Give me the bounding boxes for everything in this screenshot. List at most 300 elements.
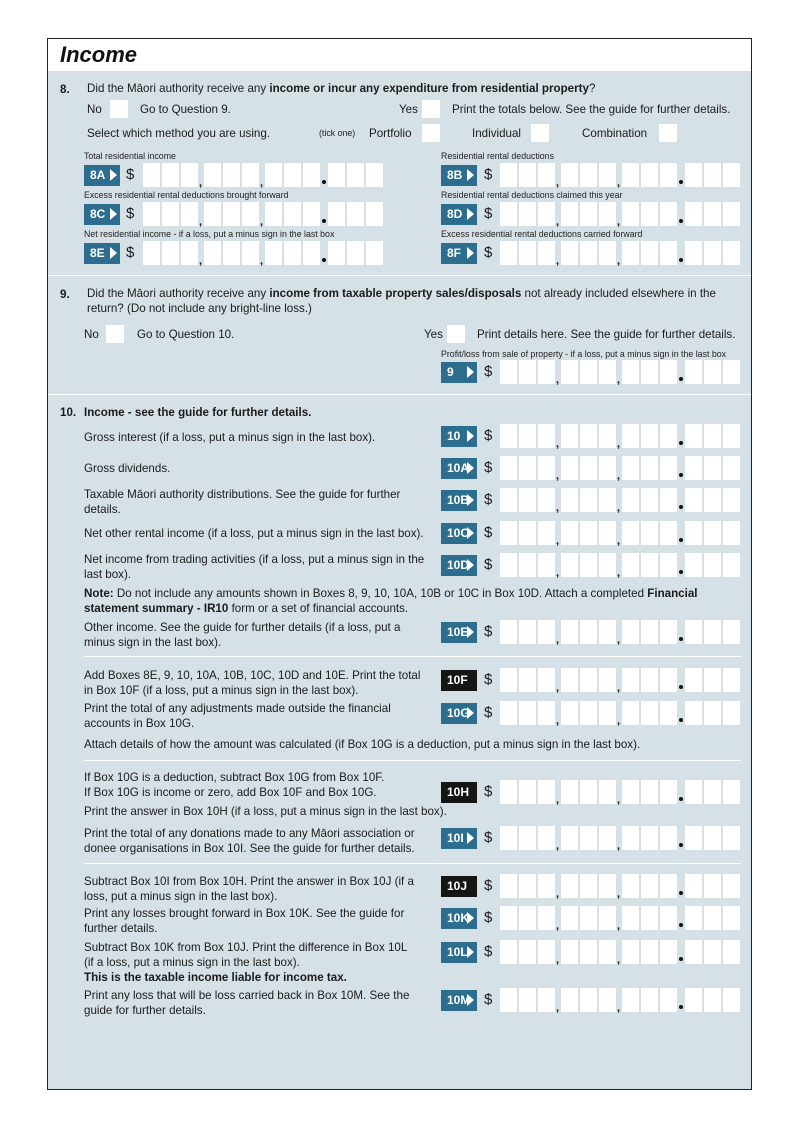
digit-box[interactable] — [284, 241, 301, 265]
digit-box[interactable] — [599, 874, 616, 898]
digit-box[interactable] — [519, 668, 536, 692]
digit-box[interactable] — [660, 906, 677, 930]
digit-box[interactable] — [704, 701, 721, 725]
digit-box[interactable] — [685, 826, 702, 850]
digit-box[interactable] — [723, 701, 740, 725]
digit-box[interactable] — [500, 521, 517, 545]
digit-box[interactable] — [685, 424, 702, 448]
digit-box[interactable] — [723, 241, 740, 265]
digit-box[interactable] — [641, 940, 658, 964]
digit-box[interactable] — [685, 488, 702, 512]
digit-box[interactable] — [265, 163, 282, 187]
q9-no-checkbox[interactable] — [106, 325, 124, 343]
box-code-8c: 8C — [84, 204, 120, 225]
digit-box[interactable] — [204, 241, 221, 265]
thousands-separator: , — [617, 255, 621, 267]
digit-box[interactable] — [723, 360, 740, 384]
digit-box[interactable] — [143, 202, 160, 226]
digit-box[interactable] — [538, 424, 555, 448]
digit-box[interactable] — [622, 826, 639, 850]
digit-box[interactable] — [704, 488, 721, 512]
digit-box[interactable] — [660, 780, 677, 804]
digit-box[interactable] — [519, 553, 536, 577]
digit-box[interactable] — [641, 988, 658, 1012]
amount-input-10k[interactable] — [500, 906, 742, 930]
digit-box[interactable] — [500, 456, 517, 480]
digit-box[interactable] — [622, 424, 639, 448]
digit-box[interactable] — [685, 620, 702, 644]
digit-box[interactable] — [500, 826, 517, 850]
digit-box[interactable] — [366, 163, 383, 187]
digit-box[interactable] — [685, 701, 702, 725]
digit-box[interactable] — [519, 424, 536, 448]
digit-box[interactable] — [519, 940, 536, 964]
digit-box[interactable] — [641, 163, 658, 187]
digit-box[interactable] — [500, 553, 517, 577]
digit-box[interactable] — [622, 553, 639, 577]
digit-box[interactable] — [580, 940, 597, 964]
digit-box[interactable] — [723, 456, 740, 480]
digit-box[interactable] — [660, 701, 677, 725]
digit-box[interactable] — [622, 241, 639, 265]
digit-box[interactable] — [519, 488, 536, 512]
box-code-10i: 10I — [441, 828, 477, 849]
thousands-separator: , — [556, 888, 560, 900]
digit-box[interactable] — [538, 553, 555, 577]
digit-box[interactable] — [519, 620, 536, 644]
digit-box[interactable] — [242, 241, 259, 265]
amount-input-9[interactable] — [500, 360, 742, 384]
digit-box[interactable] — [704, 826, 721, 850]
digit-box[interactable] — [328, 202, 345, 226]
digit-box[interactable] — [685, 906, 702, 930]
digit-box[interactable] — [599, 701, 616, 725]
amount-input-10f[interactable] — [500, 668, 742, 692]
digit-box[interactable] — [538, 988, 555, 1012]
digit-box[interactable] — [622, 874, 639, 898]
digit-box[interactable] — [660, 202, 677, 226]
digit-box[interactable] — [580, 780, 597, 804]
digit-box[interactable] — [622, 360, 639, 384]
digit-box[interactable] — [580, 620, 597, 644]
thousands-separator: , — [556, 715, 560, 727]
digit-box[interactable] — [704, 620, 721, 644]
digit-box[interactable] — [538, 360, 555, 384]
digit-box[interactable] — [519, 906, 536, 930]
amount-input-10g[interactable] — [500, 701, 742, 725]
method-individual-checkbox[interactable] — [531, 124, 549, 142]
digit-box[interactable] — [641, 488, 658, 512]
digit-box[interactable] — [561, 488, 578, 512]
q9-no-instruction: Go to Question 10. — [137, 328, 235, 341]
dollar-sign: $ — [484, 524, 493, 541]
digit-box[interactable] — [538, 202, 555, 226]
thousands-separator: , — [260, 255, 264, 267]
digit-box[interactable] — [723, 874, 740, 898]
digit-box[interactable] — [538, 620, 555, 644]
amount-input-10a[interactable] — [500, 456, 742, 480]
digit-box[interactable] — [599, 940, 616, 964]
digit-box[interactable] — [519, 241, 536, 265]
digit-box[interactable] — [242, 163, 259, 187]
digit-box[interactable] — [538, 521, 555, 545]
digit-box[interactable] — [685, 241, 702, 265]
dollar-sign: $ — [126, 244, 135, 261]
digit-box[interactable] — [685, 988, 702, 1012]
digit-box[interactable] — [641, 874, 658, 898]
digit-box[interactable] — [366, 202, 383, 226]
thousands-separator: , — [556, 502, 560, 514]
digit-box[interactable] — [660, 620, 677, 644]
digit-box[interactable] — [704, 202, 721, 226]
digit-box[interactable] — [500, 988, 517, 1012]
digit-box[interactable] — [723, 424, 740, 448]
digit-box[interactable] — [500, 668, 517, 692]
digit-box[interactable] — [685, 360, 702, 384]
digit-box[interactable] — [500, 241, 517, 265]
digit-box[interactable] — [723, 163, 740, 187]
digit-box[interactable] — [561, 874, 578, 898]
digit-box[interactable] — [660, 940, 677, 964]
digit-box[interactable] — [641, 906, 658, 930]
digit-box[interactable] — [519, 360, 536, 384]
amount-input-10h[interactable] — [500, 780, 742, 804]
digit-box[interactable] — [704, 241, 721, 265]
digit-box[interactable] — [519, 874, 536, 898]
digit-box[interactable] — [622, 940, 639, 964]
digit-box[interactable] — [328, 241, 345, 265]
digit-box[interactable] — [622, 456, 639, 480]
digit-box[interactable] — [561, 360, 578, 384]
digit-box[interactable] — [599, 424, 616, 448]
digit-box[interactable] — [561, 553, 578, 577]
digit-box[interactable] — [162, 241, 179, 265]
digit-box[interactable] — [538, 668, 555, 692]
thousands-separator: , — [556, 535, 560, 547]
digit-box[interactable] — [641, 826, 658, 850]
q8-no-checkbox[interactable] — [110, 100, 128, 118]
digit-box[interactable] — [641, 701, 658, 725]
digit-box[interactable] — [500, 906, 517, 930]
digit-box[interactable] — [622, 163, 639, 187]
digit-box[interactable] — [723, 553, 740, 577]
digit-box[interactable] — [347, 163, 364, 187]
digit-box[interactable] — [519, 521, 536, 545]
digit-box[interactable] — [723, 202, 740, 226]
digit-box[interactable] — [599, 906, 616, 930]
digit-box[interactable] — [685, 456, 702, 480]
digit-box[interactable] — [622, 988, 639, 1012]
amount-input-10c[interactable] — [500, 521, 742, 545]
amount-input-8c[interactable] — [143, 202, 385, 226]
digit-box[interactable] — [303, 241, 320, 265]
digit-box[interactable] — [704, 360, 721, 384]
digit-box[interactable] — [284, 163, 301, 187]
digit-box[interactable] — [242, 202, 259, 226]
digit-box[interactable] — [685, 780, 702, 804]
digit-box[interactable] — [561, 780, 578, 804]
digit-box[interactable] — [561, 620, 578, 644]
digit-box[interactable] — [641, 668, 658, 692]
amount-input-10m[interactable] — [500, 988, 742, 1012]
digit-box[interactable] — [723, 940, 740, 964]
method-combination-checkbox[interactable] — [659, 124, 677, 142]
digit-box[interactable] — [519, 988, 536, 1012]
digit-box[interactable] — [538, 780, 555, 804]
digit-box[interactable] — [538, 456, 555, 480]
digit-box[interactable] — [599, 668, 616, 692]
amount-input-8f[interactable] — [500, 241, 742, 265]
q9-yes-label: Yes — [424, 328, 443, 341]
decimal-point — [679, 570, 683, 574]
digit-box[interactable] — [538, 906, 555, 930]
digit-box[interactable] — [580, 874, 597, 898]
digit-box[interactable] — [685, 521, 702, 545]
digit-box[interactable] — [641, 456, 658, 480]
digit-box[interactable] — [599, 826, 616, 850]
digit-box[interactable] — [143, 241, 160, 265]
box-code-8f: 8F — [441, 243, 477, 264]
digit-box[interactable] — [660, 163, 677, 187]
digit-box[interactable] — [265, 241, 282, 265]
amount-input-10j[interactable] — [500, 874, 742, 898]
digit-box[interactable] — [723, 521, 740, 545]
digit-box[interactable] — [685, 940, 702, 964]
digit-box[interactable] — [538, 874, 555, 898]
amount-input-10d[interactable] — [500, 553, 742, 577]
digit-box[interactable] — [223, 202, 240, 226]
digit-box[interactable] — [685, 668, 702, 692]
digit-box[interactable] — [519, 826, 536, 850]
digit-box[interactable] — [622, 780, 639, 804]
thousands-separator: , — [556, 374, 560, 386]
digit-box[interactable] — [622, 906, 639, 930]
digit-box[interactable] — [660, 241, 677, 265]
amount-input-10[interactable] — [500, 424, 742, 448]
digit-box[interactable] — [641, 360, 658, 384]
digit-box[interactable] — [723, 488, 740, 512]
digit-box[interactable] — [704, 456, 721, 480]
digit-box[interactable] — [500, 780, 517, 804]
digit-box[interactable] — [181, 241, 198, 265]
method-portfolio-checkbox[interactable] — [422, 124, 440, 142]
digit-box[interactable] — [641, 241, 658, 265]
digit-box[interactable] — [223, 163, 240, 187]
digit-box[interactable] — [704, 668, 721, 692]
digit-box[interactable] — [622, 620, 639, 644]
digit-box[interactable] — [303, 163, 320, 187]
digit-box[interactable] — [500, 424, 517, 448]
digit-box[interactable] — [328, 163, 345, 187]
digit-box[interactable] — [599, 553, 616, 577]
digit-box[interactable] — [519, 163, 536, 187]
digit-box[interactable] — [723, 826, 740, 850]
digit-box[interactable] — [204, 163, 221, 187]
digit-box[interactable] — [622, 521, 639, 545]
digit-box[interactable] — [538, 488, 555, 512]
digit-box[interactable] — [641, 620, 658, 644]
amount-input-8e[interactable] — [143, 241, 385, 265]
digit-box[interactable] — [580, 360, 597, 384]
digit-box[interactable] — [599, 456, 616, 480]
digit-box[interactable] — [660, 360, 677, 384]
digit-box[interactable] — [580, 553, 597, 577]
digit-box[interactable] — [500, 874, 517, 898]
digit-box[interactable] — [561, 668, 578, 692]
digit-box[interactable] — [660, 424, 677, 448]
q9-yes-checkbox[interactable] — [447, 325, 465, 343]
digit-box[interactable] — [580, 163, 597, 187]
q8-yes-checkbox[interactable] — [422, 100, 440, 118]
digit-box[interactable] — [704, 906, 721, 930]
digit-box[interactable] — [580, 424, 597, 448]
digit-box[interactable] — [580, 668, 597, 692]
amount-input-10l[interactable] — [500, 940, 742, 964]
digit-box[interactable] — [704, 553, 721, 577]
digit-box[interactable] — [685, 553, 702, 577]
digit-box[interactable] — [538, 826, 555, 850]
digit-box[interactable] — [660, 874, 677, 898]
digit-box[interactable] — [580, 241, 597, 265]
digit-box[interactable] — [660, 488, 677, 512]
amount-input-8d[interactable] — [500, 202, 742, 226]
digit-box[interactable] — [599, 620, 616, 644]
digit-box[interactable] — [580, 988, 597, 1012]
digit-box[interactable] — [704, 940, 721, 964]
digit-box[interactable] — [580, 521, 597, 545]
digit-box[interactable] — [500, 701, 517, 725]
digit-box[interactable] — [580, 488, 597, 512]
amount-input-8a[interactable] — [143, 163, 385, 187]
amount-input-10b[interactable] — [500, 488, 742, 512]
digit-box[interactable] — [723, 780, 740, 804]
dollar-sign: $ — [126, 166, 135, 183]
digit-box[interactable] — [580, 456, 597, 480]
digit-box[interactable] — [519, 780, 536, 804]
digit-box[interactable] — [561, 940, 578, 964]
digit-box[interactable] — [660, 668, 677, 692]
digit-box[interactable] — [500, 360, 517, 384]
digit-box[interactable] — [519, 456, 536, 480]
digit-box[interactable] — [660, 988, 677, 1012]
digit-box[interactable] — [704, 780, 721, 804]
digit-box[interactable] — [580, 202, 597, 226]
digit-box[interactable] — [561, 826, 578, 850]
digit-box[interactable] — [704, 424, 721, 448]
digit-box[interactable] — [500, 163, 517, 187]
digit-box[interactable] — [599, 163, 616, 187]
digit-box[interactable] — [723, 620, 740, 644]
digit-box[interactable] — [599, 780, 616, 804]
digit-box[interactable] — [641, 424, 658, 448]
digit-box[interactable] — [685, 202, 702, 226]
digit-box[interactable] — [641, 202, 658, 226]
digit-box[interactable] — [641, 780, 658, 804]
digit-box[interactable] — [366, 241, 383, 265]
digit-box[interactable] — [723, 668, 740, 692]
digit-box[interactable] — [561, 241, 578, 265]
digit-box[interactable] — [265, 202, 282, 226]
digit-box[interactable] — [622, 668, 639, 692]
digit-box[interactable] — [704, 874, 721, 898]
digit-box[interactable] — [599, 488, 616, 512]
digit-box[interactable] — [500, 620, 517, 644]
digit-box[interactable] — [704, 988, 721, 1012]
digit-box[interactable] — [622, 488, 639, 512]
digit-box[interactable] — [500, 488, 517, 512]
digit-box[interactable] — [599, 360, 616, 384]
digit-box[interactable] — [500, 202, 517, 226]
digit-box[interactable] — [723, 906, 740, 930]
digit-box[interactable] — [660, 456, 677, 480]
digit-box[interactable] — [538, 241, 555, 265]
digit-box[interactable] — [580, 826, 597, 850]
digit-box[interactable] — [143, 163, 160, 187]
digit-box[interactable] — [181, 163, 198, 187]
digit-box[interactable] — [561, 424, 578, 448]
digit-box[interactable] — [181, 202, 198, 226]
digit-box[interactable] — [347, 202, 364, 226]
digit-box[interactable] — [660, 826, 677, 850]
digit-box[interactable] — [303, 202, 320, 226]
digit-box[interactable] — [347, 241, 364, 265]
digit-box[interactable] — [599, 988, 616, 1012]
digit-box[interactable] — [284, 202, 301, 226]
digit-box[interactable] — [660, 521, 677, 545]
digit-box[interactable] — [561, 906, 578, 930]
digit-box[interactable] — [622, 701, 639, 725]
digit-box[interactable] — [538, 940, 555, 964]
digit-box[interactable] — [519, 701, 536, 725]
digit-box[interactable] — [704, 521, 721, 545]
digit-box[interactable] — [538, 701, 555, 725]
digit-box[interactable] — [223, 241, 240, 265]
digit-box[interactable] — [500, 940, 517, 964]
thousands-separator: , — [199, 216, 203, 228]
digit-box[interactable] — [580, 906, 597, 930]
digit-box[interactable] — [622, 202, 639, 226]
digit-box[interactable] — [204, 202, 221, 226]
q9-no-label: No — [84, 328, 99, 341]
amount-input-10i[interactable] — [500, 826, 742, 850]
digit-box[interactable] — [641, 553, 658, 577]
digit-box[interactable] — [561, 988, 578, 1012]
digit-box[interactable] — [538, 163, 555, 187]
digit-box[interactable] — [561, 163, 578, 187]
digit-box[interactable] — [519, 202, 536, 226]
method-portfolio-label: Portfolio — [369, 127, 412, 140]
digit-box[interactable] — [561, 701, 578, 725]
digit-box[interactable] — [561, 456, 578, 480]
amount-input-8b[interactable] — [500, 163, 742, 187]
digit-box[interactable] — [580, 701, 597, 725]
digit-box[interactable] — [723, 988, 740, 1012]
digit-box[interactable] — [599, 241, 616, 265]
digit-box[interactable] — [599, 521, 616, 545]
digit-box[interactable] — [660, 553, 677, 577]
digit-box[interactable] — [599, 202, 616, 226]
digit-box[interactable] — [561, 202, 578, 226]
box-code-8a: 8A — [84, 165, 120, 186]
digit-box[interactable] — [162, 163, 179, 187]
digit-box[interactable] — [685, 874, 702, 898]
digit-box[interactable] — [561, 521, 578, 545]
amount-input-10e[interactable] — [500, 620, 742, 644]
digit-box[interactable] — [162, 202, 179, 226]
digit-box[interactable] — [685, 163, 702, 187]
digit-box[interactable] — [704, 163, 721, 187]
digit-box[interactable] — [641, 521, 658, 545]
